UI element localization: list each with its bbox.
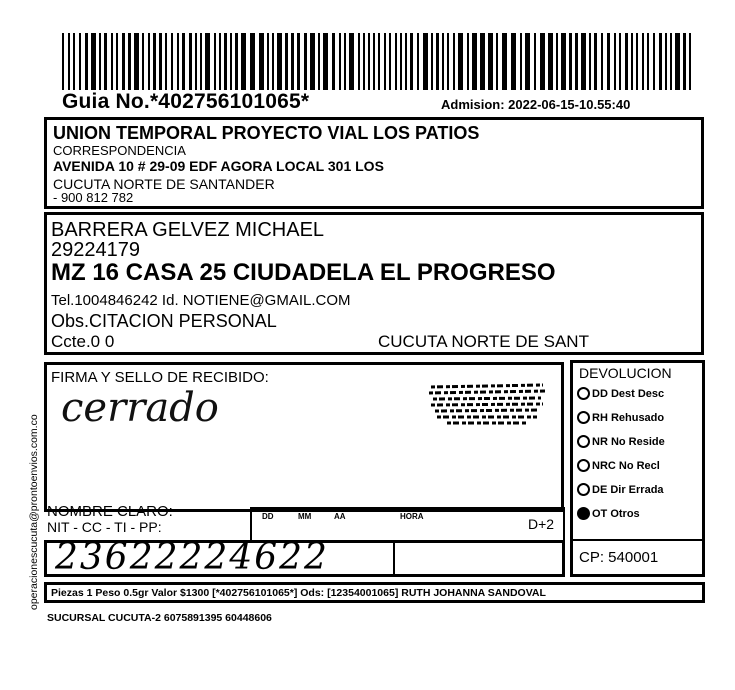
name-label: NOMBRE CLARO: [47, 503, 173, 520]
sender-address: AVENIDA 10 # 29-09 EDF AGORA LOCAL 301 LOS [53, 158, 384, 174]
return-option-ot: OT Otros [577, 507, 703, 520]
return-divider [573, 539, 703, 541]
return-option-rh: RH Rehusado [577, 411, 703, 424]
radio-circle-icon [577, 459, 590, 472]
day-header: DD [262, 512, 274, 521]
radio-circle-filled-icon [577, 507, 590, 520]
shipment-details: Piezas 1 Peso 0.5gr Valor $1300 [*402756101065*] Ods: [12354001065] RUTH JOHANNA SANDOVAL [44, 582, 705, 603]
sender-name: UNION TEMPORAL PROYECTO VIAL LOS PATIOS [53, 123, 480, 143]
return-option-dd: DD Dest Desc [577, 387, 703, 400]
handwritten-id-box [44, 537, 565, 578]
recipient-address: MZ 16 CASA 25 CIUDADELA EL PROGRESO [51, 259, 556, 286]
signature-box [44, 362, 564, 512]
sender-city: CUCUTA NORTE DE SANTANDER [53, 176, 275, 192]
handwritten-signature: cerrado [61, 385, 219, 431]
admission-timestamp: Admision: 2022-06-15-10.55:40 [441, 97, 631, 112]
nit-label: NIT - CC - TI - PP: [47, 519, 162, 535]
handwritten-id: 23622224622 [55, 537, 329, 578]
recipient-id: 29224179 [51, 239, 140, 261]
recipient-box [44, 212, 704, 355]
sender-nit: - 900 812 782 [53, 190, 134, 205]
return-option-de: DE Dir Errada [577, 483, 703, 496]
return-option-nrc: NRC No Recl [577, 459, 703, 472]
recipient-observation: Obs.CITACION PERSONAL [51, 311, 277, 331]
radio-circle-icon [577, 411, 590, 424]
branch-info: SUCURSAL CUCUTA-2 6075891395 60448606 [47, 612, 272, 624]
postal-code: CP: 540001 [579, 549, 659, 566]
recipient-ccte: Ccte.0 0 [51, 332, 115, 351]
recipient-city: CUCUTA NORTE DE SANT [378, 332, 589, 351]
delivery-days: D+2 [528, 516, 555, 532]
scribble-mark [427, 377, 547, 429]
return-option-nr: NR No Reside [577, 435, 703, 448]
signature-label: FIRMA Y SELLO DE RECIBIDO: [51, 369, 269, 386]
barcode [62, 33, 695, 90]
radio-circle-icon [577, 387, 590, 400]
sender-type: CORRESPONDENCIA [53, 143, 186, 158]
recipient-phone: Tel.1004846242 Id. NOTIENE@GMAIL.COM [51, 292, 351, 309]
return-reasons-box [570, 360, 705, 577]
month-header: MM [298, 512, 312, 521]
id-box-divider [393, 543, 395, 574]
year-header: AA [334, 512, 346, 521]
return-title: DEVOLUCION [579, 365, 672, 381]
radio-circle-icon [577, 435, 590, 448]
sender-box [44, 117, 704, 209]
hour-header: HORA [400, 512, 424, 521]
recipient-name: BARRERA GELVEZ MICHAEL [51, 219, 325, 241]
guide-number: Guia No.*402756101065* [62, 90, 310, 113]
side-email: operacionescucuta@prontoenvios.com.co [28, 414, 40, 610]
radio-circle-icon [577, 483, 590, 496]
